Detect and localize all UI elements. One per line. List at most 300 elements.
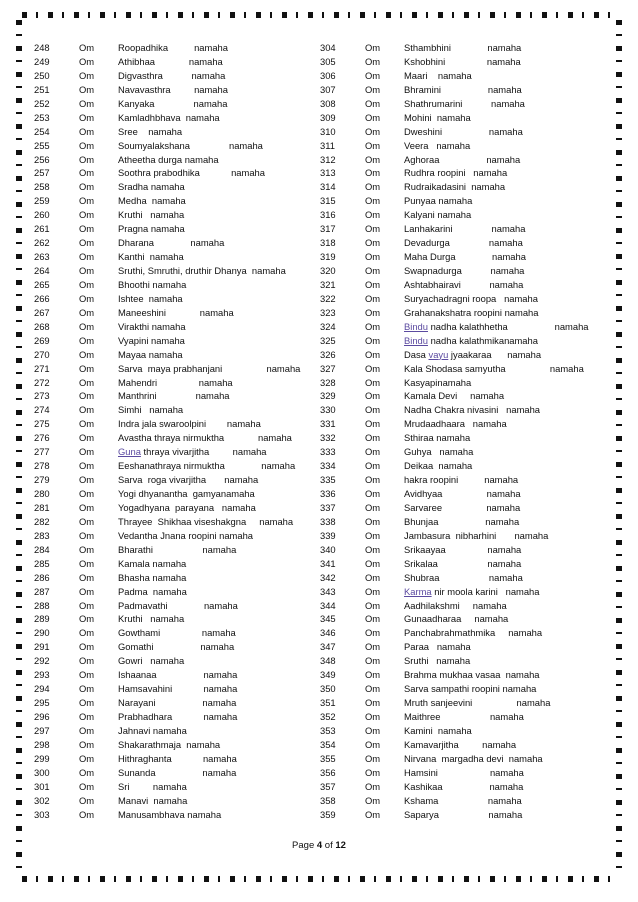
item-text-part: Srikalaa namaha [404,557,522,569]
item-text [118,724,187,738]
list-item [320,403,598,417]
list-item [320,612,598,626]
item-number: 291 [34,641,50,653]
item-number: 255 [34,139,50,151]
item-om: Om [79,153,95,165]
list-item [34,362,314,376]
item-text-part: Sunanda namaha [118,766,237,778]
item-number: 287 [34,585,50,597]
item-text [118,125,182,139]
item-om: Om [365,446,381,458]
item-om: Om [365,376,381,388]
item-text [118,41,228,55]
list-item [320,69,598,83]
item-number: 316 [320,209,336,221]
item-text-part: Gowthami namaha [118,627,236,639]
item-om: Om [79,237,95,249]
list-item [34,682,314,696]
page-border-left [16,20,22,878]
item-om: Om [365,83,381,95]
item-number: 325 [320,334,336,346]
item-text [118,55,223,69]
item-text [404,125,523,139]
item-om: Om [79,223,95,235]
item-text [118,83,228,97]
list-item [34,668,314,682]
item-text-part: hakra roopini namaha [404,474,519,486]
item-text [118,208,184,222]
item-number: 301 [34,780,50,792]
item-text-part: Sarvaree namaha [404,501,521,513]
item-text [118,738,220,752]
list-item [320,585,598,599]
item-text [404,264,524,278]
item-om: Om [79,181,95,193]
item-text-part: Manthrini namaha [118,390,230,402]
list-item [320,571,598,585]
list-item [320,250,598,264]
item-om: Om [365,808,381,820]
item-om: Om [79,738,95,750]
right-column [320,41,598,822]
item-number: 326 [320,348,336,360]
item-number: 264 [34,265,50,276]
item-text-part: Rudhra roopini namaha [404,167,508,179]
item-text [118,139,263,153]
item-link[interactable]: vayu [428,348,449,360]
item-om: Om [79,724,95,736]
item-link[interactable]: Bindu [404,320,428,332]
item-number: 265 [34,278,50,290]
item-number: 338 [320,515,336,527]
item-number: 321 [320,278,336,290]
list-item [320,348,598,362]
list-item [34,794,314,808]
item-number: 306 [320,69,336,81]
item-text-part: Veera namaha [404,139,471,151]
item-text-part: Kshama namaha [404,794,522,806]
item-om: Om [365,752,381,764]
item-om: Om [365,55,381,67]
item-om: Om [365,42,381,53]
item-text-part: Shakarathmaja namaha [118,738,221,750]
item-text [404,501,520,515]
list-item [320,306,598,320]
item-text-part: Medha namaha [118,195,186,207]
item-om: Om [365,251,381,263]
item-text-part: Aadhilakshmi namaha [404,599,507,611]
item-number: 341 [320,557,336,569]
item-text [118,376,233,390]
item-text-part: Mruth sanjeevini namaha [404,697,551,709]
item-text [404,348,541,362]
item-om: Om [79,376,95,388]
item-om: Om [79,348,95,360]
item-om: Om [79,251,95,263]
item-text-part: Kruthi namaha [118,613,185,625]
item-om: Om [79,613,95,625]
footer-current-page: 4 [316,840,323,851]
list-item [320,194,598,208]
item-om: Om [79,501,95,513]
item-number: 250 [34,69,50,81]
item-text [404,794,522,808]
item-text-part: Bhunjaa namaha [404,515,520,527]
list-item [34,696,314,710]
list-item [34,222,314,236]
item-number: 345 [320,613,336,625]
item-text-part: Shubraa namaha [404,571,523,583]
item-text [404,292,538,306]
item-text-part: Padma namaha [118,585,187,597]
item-number: 279 [34,474,50,486]
item-text-part: Mayaa namaha [118,348,183,360]
item-text [404,668,540,682]
item-text-part: Pragna namaha [118,223,185,235]
item-text-part: Bhramini namaha [404,83,522,95]
item-text-part: Mahendri namaha [118,376,233,388]
item-text-part: Brahma mukhaa vasaa namaha [404,669,540,681]
list-item [34,403,314,417]
item-text [404,543,521,557]
item-om: Om [79,167,95,179]
item-number: 311 [320,139,335,151]
list-item [34,111,314,125]
list-item [320,236,598,250]
list-item [320,292,598,306]
item-text-part: Nirvana margadha devi namaha [404,752,543,764]
list-item [34,83,314,97]
item-text [404,55,521,69]
item-number: 318 [320,237,336,249]
item-text-part: jyaakaraa namaha [448,348,542,360]
item-text-part: Suryachadragni roopa namaha [404,292,538,304]
item-text [118,794,187,808]
item-text [118,194,186,208]
item-number: 346 [320,627,336,639]
item-text [118,348,183,362]
list-item [320,222,598,236]
item-om: Om [79,655,95,667]
item-text-part: Guhya namaha [404,446,474,458]
item-link[interactable]: Karma [404,585,432,597]
item-text [118,250,184,264]
item-om: Om [79,320,95,332]
item-text-part: nir moola karini namaha [431,585,540,597]
list-item [320,599,598,613]
item-text-part: Sruthi namaha [404,655,471,667]
item-om: Om [79,669,95,681]
item-text-part: Kalyani namaha [404,209,472,221]
item-number: 327 [320,362,336,374]
item-text-part: nadha kalathhetha namaha [427,320,589,332]
item-number: 358 [320,794,336,806]
item-text-part: Gomathi namaha [118,641,235,653]
item-om: Om [79,390,95,402]
list-item [320,97,598,111]
item-number: 310 [320,125,336,137]
item-text-part: Kanthi namaha [118,251,184,263]
item-om: Om [365,683,381,695]
item-text [118,264,286,278]
item-om: Om [365,223,381,235]
item-number: 353 [320,724,336,736]
list-item [320,459,598,473]
item-text [404,766,524,780]
list-item [34,306,314,320]
item-number: 273 [34,390,50,402]
item-text [118,766,236,780]
list-item [320,417,598,431]
item-number: 277 [34,446,50,458]
item-text-part: Soumyalakshana namaha [118,139,263,151]
item-om: Om [365,348,381,360]
item-number: 298 [34,738,50,750]
item-text-part: Prabhadhara namaha [118,711,238,722]
item-text [404,459,472,473]
item-om: Om [79,794,95,806]
list-item [320,808,598,822]
item-om: Om [79,55,95,67]
item-number: 344 [320,599,336,611]
footer-mid: of [322,840,336,851]
item-om: Om [365,111,381,123]
item-number: 339 [320,529,336,541]
list-item [320,515,598,529]
item-text [404,278,523,292]
item-text [118,571,186,585]
item-text [404,585,540,599]
item-number: 324 [320,320,336,332]
item-text-part: Sarva sampathi roopini namaha [404,683,537,695]
item-text [118,585,187,599]
item-om: Om [365,334,381,346]
item-number: 357 [320,780,336,792]
item-om: Om [365,404,381,416]
item-text-part: Deikaa namaha [404,460,473,472]
item-om: Om [365,641,381,653]
item-text-part: Grahanakshatra roopini namaha [404,306,539,318]
list-item [320,724,598,738]
item-text [404,320,589,334]
list-item [320,487,598,501]
item-number: 262 [34,237,50,249]
item-text-part: Rudraikadasini namaha [404,181,506,193]
list-item [34,487,314,501]
item-text [404,69,472,83]
item-number: 347 [320,641,336,653]
item-text [404,180,505,194]
item-text-part: Manusambhava namaha [118,808,222,820]
item-text-part: Vedantha Jnana roopini namaha [118,529,254,541]
item-text-part: Navavasthra namaha [118,83,228,95]
list-item [320,529,598,543]
item-om: Om [365,655,381,667]
item-text-part: Ishtee namaha [118,292,183,304]
item-text [404,599,507,613]
list-item [34,738,314,752]
item-text-part: Maithree namaha [404,711,524,722]
item-om: Om [365,613,381,625]
list-item [320,445,598,459]
item-text [404,153,520,167]
item-text [404,682,536,696]
list-item [320,654,598,668]
list-item [34,348,314,362]
item-number: 249 [34,55,50,67]
item-number: 340 [320,543,336,555]
item-number: 350 [320,683,336,695]
item-number: 304 [320,42,336,53]
item-om: Om [79,362,95,374]
item-om: Om [365,167,381,179]
item-text-part: Dharana namaha [118,237,225,249]
item-link[interactable]: Guna [118,446,141,458]
list-item [320,180,598,194]
item-text-part: Kanyaka namaha [118,97,228,109]
list-item [34,320,314,334]
item-text [118,417,261,431]
item-text [118,529,253,543]
item-text [404,445,473,459]
list-item [34,153,314,167]
item-text [118,696,236,710]
list-item [34,208,314,222]
item-text [118,97,227,111]
list-item [34,766,314,780]
list-item [320,334,598,348]
item-text-part: Ashtabhairavi namaha [404,278,524,290]
item-om: Om [365,390,381,402]
item-text-part: Kamala Devi namaha [404,390,505,402]
item-number: 320 [320,265,336,276]
item-number: 334 [320,460,336,472]
item-number: 270 [34,348,50,360]
list-item [320,738,598,752]
item-text [404,222,525,236]
item-text [118,222,185,236]
item-text [118,668,237,682]
list-item [34,417,314,431]
item-om: Om [365,669,381,681]
item-text [118,236,224,250]
item-number: 312 [320,153,336,165]
list-item [34,640,314,654]
item-om: Om [79,265,95,276]
item-number: 333 [320,446,336,458]
item-number: 295 [34,697,50,709]
list-item [320,794,598,808]
item-text [404,557,521,571]
item-text [118,473,258,487]
item-om: Om [79,529,95,541]
item-text [118,278,186,292]
item-text-part: Kamala namaha [118,557,187,569]
list-item [34,194,314,208]
item-text-part: Athibhaa namaha [118,55,223,67]
list-item [320,55,598,69]
item-om: Om [79,697,95,709]
list-item [320,752,598,766]
item-text [404,626,542,640]
item-text-part: Panchabrahmathmika namaha [404,627,543,639]
list-item [34,166,314,180]
item-om: Om [365,488,381,499]
item-number: 336 [320,488,336,499]
item-text-part: Srikaayaa namaha [404,543,522,555]
item-number: 330 [320,404,336,416]
item-om: Om [365,125,381,137]
item-text-part: Shathrumarini namaha [404,97,525,109]
item-text [404,334,538,348]
item-om: Om [365,195,381,207]
item-text-part: Kruthi namaha [118,209,185,221]
item-om: Om [79,306,95,318]
item-text-part: Thrayee Shikhaa viseshakgna namaha [118,515,294,527]
list-item [34,445,314,459]
item-text-part: Kamladhbhava namaha [118,111,220,123]
item-text-part: Gowri namaha [118,655,185,667]
item-text-part: Avastha thraya nirmuktha namaha [118,432,292,444]
item-om: Om [365,738,381,750]
item-number: 343 [320,585,336,597]
item-text [404,362,584,376]
list-item [34,55,314,69]
item-om: Om [365,265,381,276]
item-text-part: Dweshini namaha [404,125,523,137]
item-om: Om [79,69,95,81]
item-om: Om [79,432,95,444]
item-link[interactable]: Bindu [404,334,428,346]
item-number: 329 [320,390,336,402]
item-text [404,97,525,111]
item-text-part: Manavi namaha [118,794,188,806]
item-om: Om [79,780,95,792]
item-number: 253 [34,111,50,123]
item-om: Om [365,766,381,778]
list-item [320,278,598,292]
item-om: Om [79,808,95,820]
item-text [404,515,519,529]
list-item [320,501,598,515]
item-text [118,780,187,794]
item-number: 282 [34,515,50,527]
item-om: Om [365,571,381,583]
list-item [320,139,598,153]
item-text-part: Sri namaha [118,780,187,792]
item-text [118,306,234,320]
item-text-part: Virakthi namaha [118,320,186,332]
item-number: 309 [320,111,336,123]
list-item [320,153,598,167]
item-om: Om [365,306,381,318]
item-number: 261 [34,223,50,235]
item-text-part: Jahnavi namaha [118,724,187,736]
list-item [34,557,314,571]
item-text [404,306,538,320]
item-number: 292 [34,655,50,667]
item-number: 288 [34,599,50,611]
item-text-part: Bhoothi namaha [118,278,187,290]
list-item [320,473,598,487]
item-text-part: Kala Shodasa samyutha namaha [404,362,584,374]
item-number: 335 [320,474,336,486]
list-item [34,69,314,83]
item-text [118,640,234,654]
list-item [34,529,314,543]
item-text-part: Kamini namaha [404,724,472,736]
list-item [320,41,598,55]
